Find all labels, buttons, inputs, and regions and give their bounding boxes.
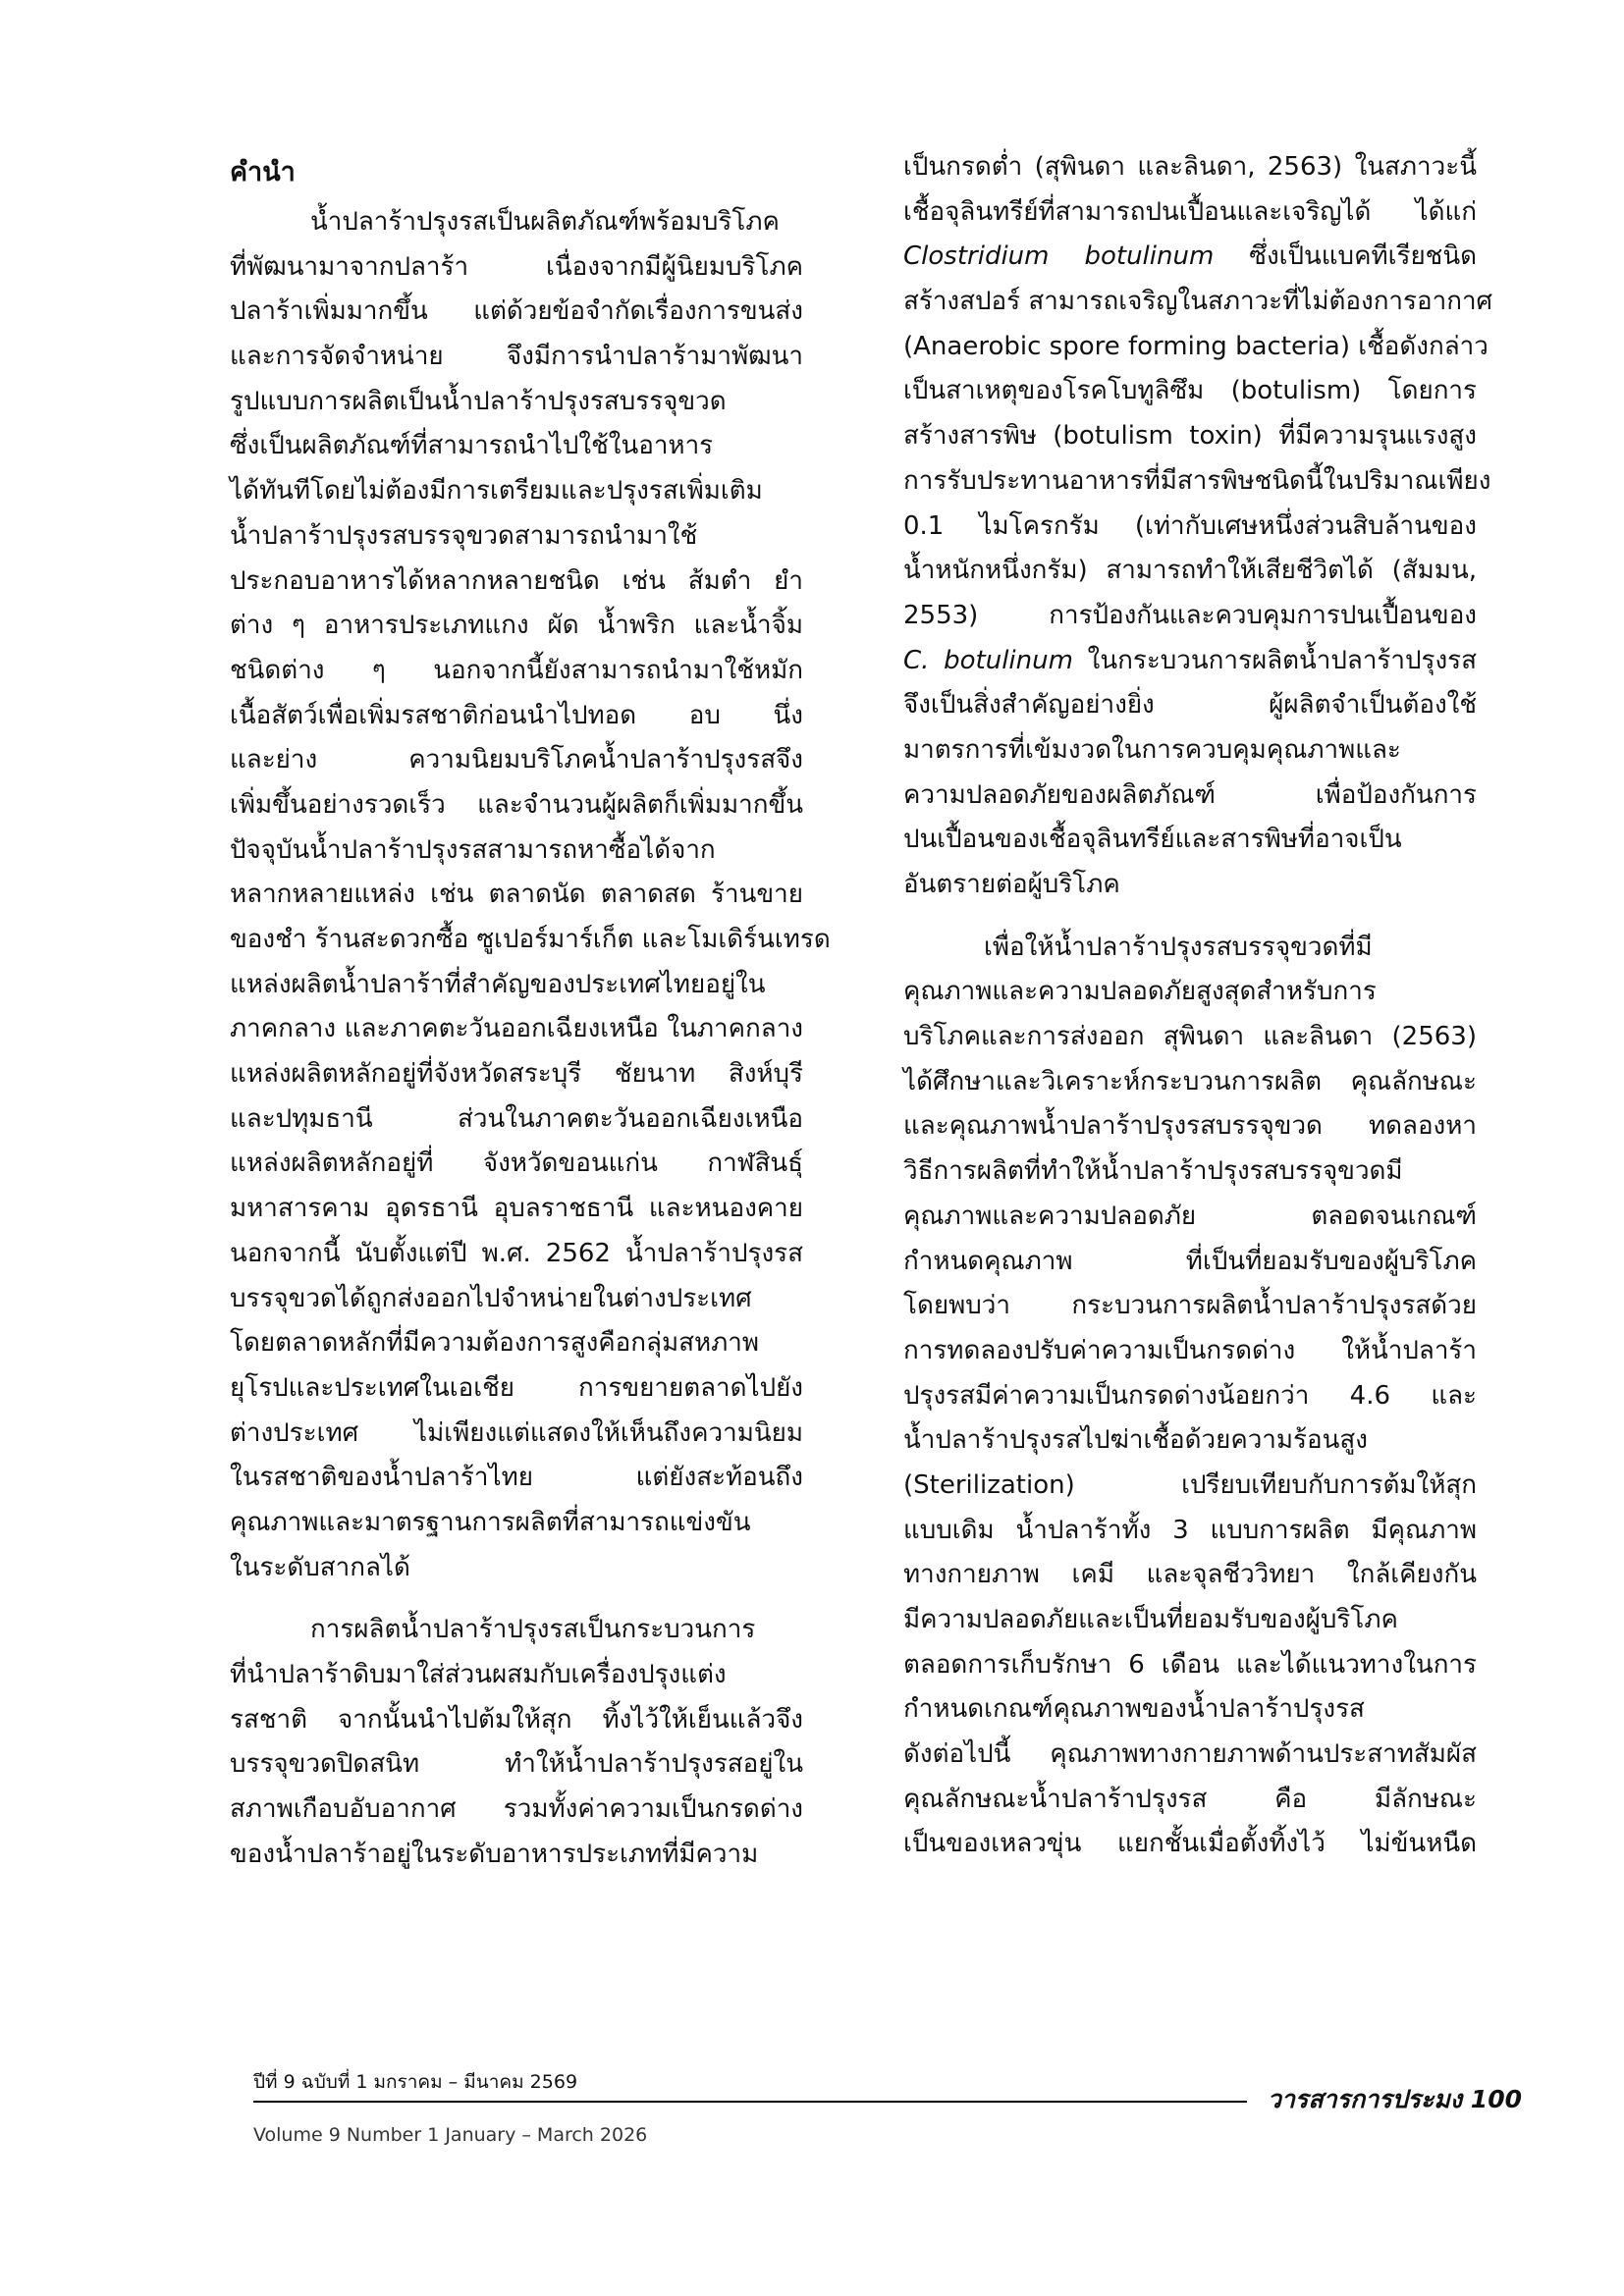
text-line: กำหนดคุณภาพ ที่เป็นที่ยอมรับของผู้บริโภค	[903, 1246, 1477, 1276]
section-heading: คำนำ	[230, 157, 296, 187]
footer-issue-thai: ปีที่ 9 ฉบับที่ 1 มกราคม – มีนาคม 2569	[253, 2071, 578, 2093]
text-line: (Sterilization) เปรียบเทียบกับการต้มให้สุก	[903, 1469, 1477, 1500]
text-line: ความปลอดภัยของผลิตภัณฑ์ เพื่อป้องกันการ	[903, 779, 1477, 810]
text-line: ชนิดต่าง ๆ นอกจากนี้ยังสามารถนำมาใช้หมัก	[230, 655, 803, 685]
text-line: มหาสารคาม อุดรธานี อุบลราชธานี และหนองคาย	[230, 1194, 803, 1224]
text-line: ในรสชาติของน้ำปลาร้าไทย แต่ยังสะท้อนถึง	[230, 1463, 803, 1493]
footer-journal-page: วารสารการประมง 100	[1258, 2083, 1522, 2116]
scientific-name: Clostridium botulinum	[903, 241, 1215, 272]
text-line: และคุณภาพน้ำปลาร้าปรุงรสบรรจุขวด ทดลองหา	[903, 1111, 1477, 1142]
text-line: แหล่งผลิตหลักอยู่ที่ จังหวัดขอนแก่น กาฬสินธุ์	[230, 1148, 803, 1179]
text-line: ดังต่อไปนี้ คุณภาพทางกายภาพด้านประสาทสัมผัส	[903, 1739, 1477, 1770]
text-line: ภาคกลาง และภาคตะวันออกเฉียงเหนือ ในภาคกลาง	[230, 1014, 803, 1044]
text-line: คุณลักษณะน้ำปลาร้าปรุงรส คือ มีลักษณะ	[903, 1784, 1477, 1814]
text-line: ปรุงรสมีค่าความเป็นกรดด่างน้อยกว่า 4.6 และ	[903, 1380, 1477, 1411]
text-line: ประกอบอาหารได้หลากหลายชนิด เช่น ส้มตำ ยำ	[230, 565, 803, 596]
text-line: บรรจุขวดปิดสนิท ทำให้น้ำปลาร้าปรุงรสอยู่ใน	[230, 1749, 803, 1780]
right-column	[903, 145, 1493, 1867]
text-line: ซึ่งเป็นผลิตภัณฑ์ที่สามารถนำไปใช้ในอาหาร	[230, 431, 714, 461]
text-line: คุณภาพและความปลอดภัยสูงสุดสำหรับการ	[903, 977, 1377, 1007]
text-line: Clostridium botulinum ซึ่งเป็นแบคทีเรียชนิด	[903, 241, 1477, 272]
text-line: รสชาติ จากนั้นนำไปต้มให้สุก ทิ้งไว้ให้เย็นแล้วจึง	[230, 1704, 803, 1735]
text-line: บริโภคและการส่งออก สุพินดา และลินดา (2563)	[903, 1022, 1477, 1052]
text-line: 0.1 ไมโครกรัม (เท่ากับเศษหนึ่งส่วนสิบล้านของ	[903, 510, 1477, 541]
text-line: น้ำหนักหนึ่งกรัม) สามารถทำให้เสียชีวิตได้ (สัมมน,	[903, 556, 1477, 586]
text-line: ได้ศึกษาและวิเคราะห์กระบวนการผลิต คุณลักษณะ	[903, 1066, 1477, 1096]
text-line: ของชำ ร้านสะดวกซื้อ ซูเปอร์มาร์เก็ต และโมเดิร์นเทรด	[230, 925, 831, 954]
text-line: น้ำปลาร้าปรุงรสไปฆ่าเชื้อด้วยความร้อนสูง	[903, 1425, 1368, 1456]
text-line: เป็นกรดต่ำ (สุพินดา และลินดา, 2563) ในสภาวะนี้	[903, 152, 1477, 182]
text-line: น้ำปลาร้าปรุงรสบรรจุขวดสามารถนำมาใช้	[230, 520, 698, 551]
text-line: และปทุมธานี ส่วนในภาคตะวันออกเฉียงเหนือ	[230, 1103, 803, 1134]
right-column-text	[903, 145, 1493, 1867]
text-line: แหล่งผลิตน้ำปลาร้าที่สำคัญของประเทศไทยอยู่ใน	[230, 969, 766, 999]
text-line: 2553) การป้องกันและควบคุมการปนเปื้อนของ	[903, 600, 1477, 630]
text-line: โดยพบว่า กระบวนการผลิตน้ำปลาร้าปรุงรสด้วย	[903, 1291, 1477, 1321]
text-line: ปัจจุบันน้ำปลาร้าปรุงรสสามารถหาซื้อได้จาก	[230, 834, 716, 865]
text-line: ตลอดการเก็บรักษา 6 เดือน และได้แนวทางในการ	[903, 1649, 1477, 1680]
text-line: กำหนดเกณฑ์คุณภาพของน้ำปลาร้าปรุงรส	[903, 1694, 1365, 1725]
text-line: และย่าง ความนิยมบริโภคน้ำปลาร้าปรุงรสจึง	[230, 745, 803, 775]
text-line: น้ำปลาร้าปรุงรสเป็นผลิตภัณฑ์พร้อมบริโภค	[310, 207, 780, 237]
left-column	[230, 145, 831, 1877]
text-line: เป็นสาเหตุของโรคโบทูลิซึม (botulism) โดยการ	[903, 376, 1477, 406]
text-line: เพิ่มขึ้นอย่างรวดเร็ว และจำนวนผู้ผลิตก็เพิ่มมากขึ้น	[230, 789, 803, 820]
text-line: รูปแบบการผลิตเป็นน้ำปลาร้าปรุงรสบรรจุขวด	[230, 386, 727, 416]
text-line: มีความปลอดภัยและเป็นที่ยอมรับของผู้บริโภค	[903, 1605, 1398, 1634]
text-line: ในระดับสากลได้	[230, 1552, 410, 1582]
text-line: เชื้อจุลินทรีย์ที่สามารถปนเปื้อนและเจริญได้ ได้แก่	[903, 196, 1477, 227]
footer-issue-english: Volume 9 Number 1 January – March 2026	[253, 2124, 648, 2146]
text-line: สภาพเกือบอับอากาศ รวมทั้งค่าความเป็นกรดด่าง	[230, 1794, 803, 1825]
text-line: เนื้อสัตว์เพื่อเพิ่มรสชาติก่อนนำไปทอด อบ นึ่ง	[230, 700, 803, 730]
text-line: แบบเดิม น้ำปลาร้าทั้ง 3 แบบการผลิต มีคุณภาพ	[903, 1515, 1477, 1545]
text-line: เพื่อให้น้ำปลาร้าปรุงรสบรรจุขวดที่มี	[984, 932, 1373, 962]
paragraph-gap	[903, 908, 1477, 926]
text-line: คุณภาพและความปลอดภัย ตลอดจนเกณฑ์	[903, 1201, 1477, 1231]
text-line: (Anaerobic spore forming bacteria) เชื้อดังกล่าว	[903, 331, 1489, 361]
left-column-text	[230, 200, 831, 1877]
text-line: ที่พัฒนามาจากปลาร้า เนื่องจากมีผู้นิยมบริโภค	[230, 251, 803, 282]
text-line: บรรจุขวดได้ถูกส่งออกไปจำหน่ายในต่างประเทศ	[230, 1283, 752, 1313]
text-line: อันตรายต่อผู้บริโภค	[903, 870, 1120, 899]
text-line: การผลิตน้ำปลาร้าปรุงรสเป็นกระบวนการ	[310, 1615, 756, 1645]
text-line: จึงเป็นสิ่งสำคัญอย่างยิ่ง ผู้ผลิตจำเป็นต้องใช้	[903, 690, 1477, 721]
text-line: วิธีการผลิตที่ทำให้น้ำปลาร้าปรุงรสบรรจุขวดมี	[903, 1156, 1403, 1187]
text-line: ของน้ำปลาร้าอยู่ในระดับอาหารประเภทที่มีความ	[230, 1839, 759, 1869]
text-line: ที่นำปลาร้าดิบมาใส่ส่วนผสมกับเครื่องปรุงแต่ง	[230, 1660, 727, 1689]
text-line: มาตรการที่เข้มงวดในการควบคุมคุณภาพและ	[903, 734, 1401, 765]
paragraph-gap	[230, 1590, 803, 1608]
text-line: ปนเปื้อนของเชื้อจุลินทรีย์และสารพิษที่อาจเป็น	[903, 825, 1402, 855]
text-line: C. botulinum ในกระบวนการผลิตน้ำปลาร้าปรุงรส	[903, 645, 1477, 675]
text-line: การรับประทานอาหารที่มีสารพิษชนิดนี้ในปริมาณเพียง	[903, 465, 1491, 496]
text-line: สร้างสารพิษ (botulism toxin) ที่มีความรุนแรงสูง	[903, 421, 1477, 452]
text-line: โดยตลาดหลักที่มีความต้องการสูงคือกลุ่มสหภาพ	[230, 1328, 759, 1359]
text-line: ยุโรปและประเทศในเอเชีย การขยายตลาดไปยัง	[230, 1372, 803, 1403]
text-line: แหล่งผลิตหลักอยู่ที่จังหวัดสระบุรี ชัยนาท สิงห์บุรี	[230, 1059, 803, 1090]
text-line: ทางกายภาพ เคมี และจุลชีววิทยา ใกล้เคียงกัน	[903, 1560, 1477, 1590]
text-line: นอกจากนี้ นับตั้งแต่ปี พ.ศ. 2562 น้ำปลาร้าปรุงรส	[230, 1238, 803, 1268]
text-line: คุณภาพและมาตรฐานการผลิตที่สามารถแข่งขัน	[230, 1507, 751, 1537]
scientific-name: C. botulinum	[903, 645, 1073, 675]
text-line: ได้ทันทีโดยไม่ต้องมีการเตรียมและปรุงรสเพิ่มเติม	[230, 476, 763, 507]
text-line: ต่าง ๆ อาหารประเภทแกง ผัด น้ำพริก และน้ำจิ้ม	[230, 611, 803, 641]
text-line: และการจัดจำหน่าย จึงมีการนำปลาร้ามาพัฒนา	[230, 342, 803, 372]
text-line: ปลาร้าเพิ่มมากขึ้น แต่ด้วยข้อจำกัดเรื่องการขนส่ง	[230, 296, 803, 327]
text-line: ต่างประเทศ ไม่เพียงแต่แสดงให้เห็นถึงความนิยม	[230, 1417, 803, 1448]
footer-rule	[253, 2101, 1247, 2103]
text-line: สร้างสปอร์ สามารถเจริญในสภาวะที่ไม่ต้องการอากาศ	[903, 287, 1493, 317]
text-line: เป็นของเหลวขุ่น แยกชั้นเมื่อตั้งทิ้งไว้ ไม่ข้นหนืด	[903, 1829, 1477, 1859]
text-line: หลากหลายแหล่ง เช่น ตลาดนัด ตลาดสด ร้านขาย	[230, 880, 803, 910]
text-line: การทดลองปรับค่าความเป็นกรดด่าง ให้น้ำปลาร้า	[903, 1335, 1477, 1365]
